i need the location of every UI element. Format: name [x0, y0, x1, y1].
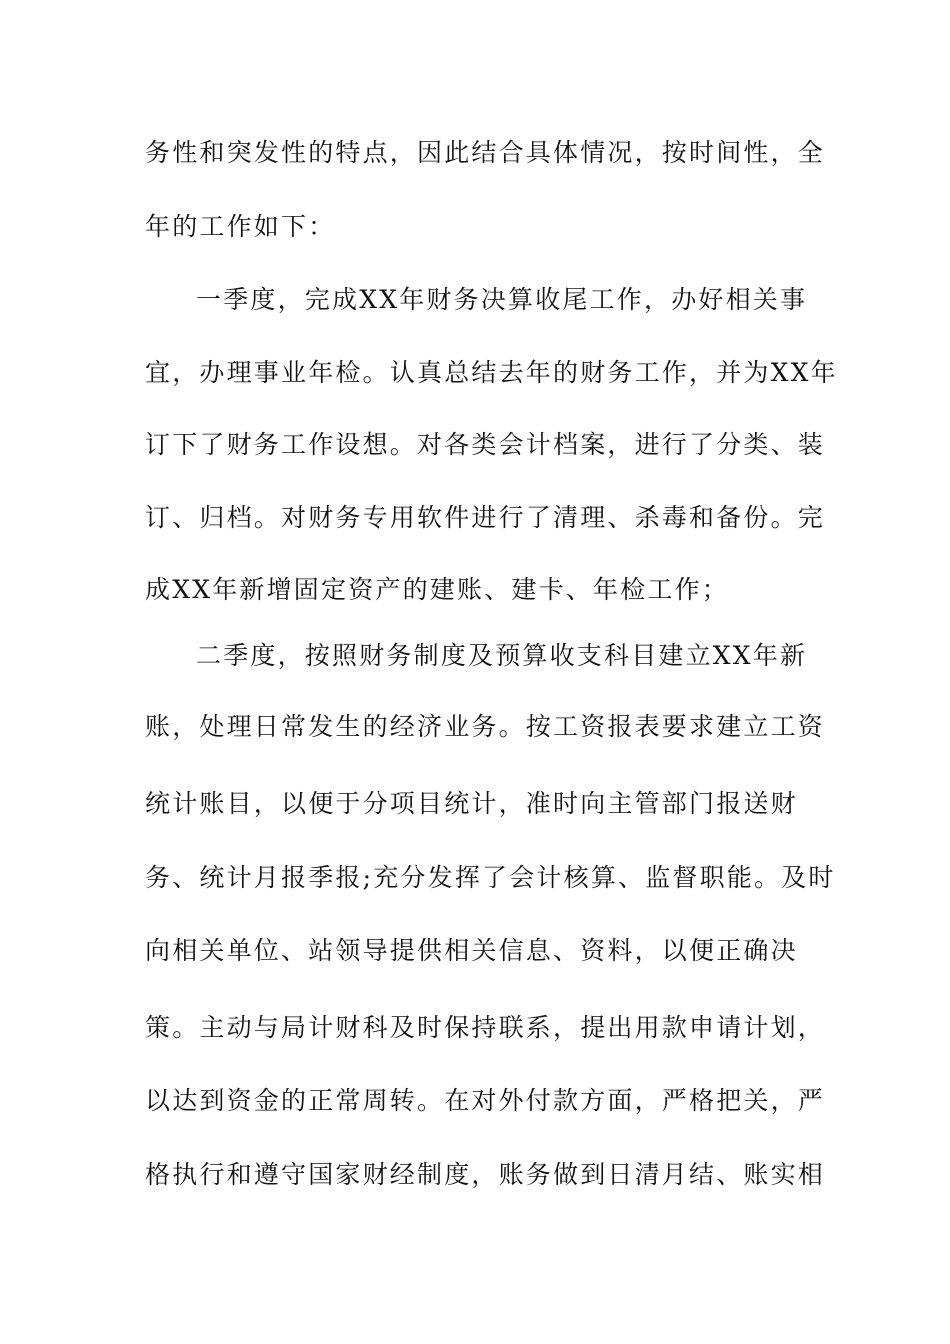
text-line: 年的工作如下：	[145, 212, 336, 241]
text-line: 格执行和遵守国家财经制度，账务做到日清月结、账实相	[145, 1160, 826, 1189]
paragraph-start-line: 一季度，完成XX年财务决算收尾工作，办好相关事	[196, 285, 808, 314]
paragraph-start-line: 二季度，按照财务制度及预算收支科目建立XX年新	[196, 641, 808, 670]
text-line: 以达到资金的正常周转。在对外付款方面，严格把关，严	[145, 1086, 826, 1115]
text-line: 统计账目，以便于分项目统计，准时向主管部门报送财	[145, 789, 798, 818]
text-line: 成XX年新增固定资产的建账、建卡、年检工作；	[145, 575, 729, 604]
text-line: 账，处理日常发生的经济业务。按工资报表要求建立工资	[145, 712, 826, 741]
text-line: 向相关单位、站领导提供相关信息、资料，以便正确决	[145, 936, 798, 965]
text-line: 订、归档。对财务专用软件进行了清理、杀毒和备份。完	[145, 503, 826, 532]
text-line: 宜，办理事业年检。认真总结去年的财务工作，并为XX年	[145, 358, 838, 387]
text-line: 务、统计月报季报;充分发挥了会计核算、监督职能。及时	[145, 863, 836, 892]
text-line: 策。主动与局计财科及时保持联系，提出用款申请计划，	[145, 1013, 826, 1042]
text-line: 订下了财务工作设想。对各类会计档案，进行了分类、装	[145, 430, 826, 459]
text-line: 务性和突发性的特点，因此结合具体情况，按时间性，全	[145, 138, 826, 167]
